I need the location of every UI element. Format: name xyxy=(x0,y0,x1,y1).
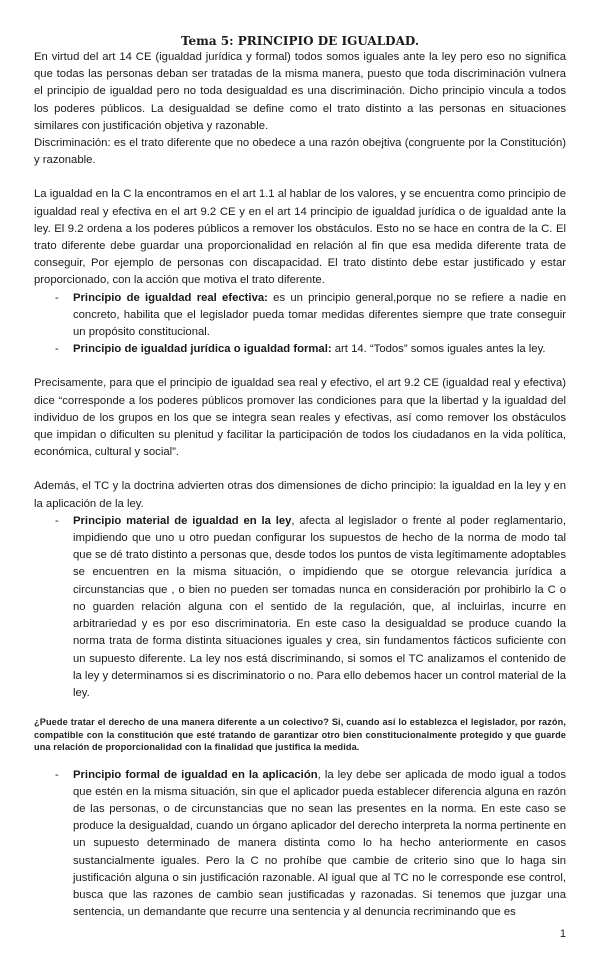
question-paragraph: ¿Puede tratar el derecho de una manera diferente a un colectivo? Si, cuando así lo establezca el legislador, por razón, compatible con la constitución que esté tratando de garantizar otro bien constitucionalmente protegido y que guarde una relación de proporcionalidad con la finalidad que justifica la medida. xyxy=(34,717,566,753)
paragraph-intro: En virtud del art 14 CE (igualdad jurídica y formal) todos somos iguales ante la ley pero eso no significa que todas las personas deban ser tratadas de la misma manera, puesto que toda discriminación vulnera el principio de igualdad pero no toda desigualdad es una discriminación. Dicho principio vincula a todos los poderes públicos. La desigualdad se define como el trato distinto a las personas en situaciones similares con justificación objetiva y razonable. xyxy=(34,51,566,132)
definition: es un principio general,porque no se refiere a nadie en concreto, habilita que el legislador pueda tomar medidas diferentes siempre que trate conseguir un propósito constitucional. xyxy=(73,291,566,339)
bullet-list-1 xyxy=(34,290,566,359)
list-item xyxy=(34,290,566,342)
definition: , afecta al legislador o frente al poder reglamentario, impidiendo que uno u otro puedan configurar los supuestos de hecho de la norma de modo tal que se dé trato distinto a personas que, desde todos los puntos de vista legítimamente adoptables se encuentren en la misma situación, o impidiendo que se otorgue relevancia jurídica a circunstancias que , o bien no pueden ser tomadas nunca en consideración por prohibirlo la C o no guarden relación alguna con el sentido de la regulación, que, al incluirlas, incurre en arbitrariedad y es por eso discriminatoria. En este caso la desigualdad se produce cuando la norma trata de forma distinta situaciones iguales y crea, sin fundamentos fácticos suficiente con un supuesto diferente. La ley nos está discriminando, si somos el TC analizamos el contenido de la ley y determinamos si es discriminatorio o no. Para ello debemos hacer un control material de la ley. xyxy=(73,514,566,699)
definition: art 14. “Todos” somos iguales antes la ley. xyxy=(331,343,546,356)
term: Principio formal de igualdad en la aplicación xyxy=(73,768,318,781)
list-item xyxy=(34,341,566,358)
paragraph-discriminacion: Discriminación: es el trato diferente que no obedece a una razón obejtiva (congruente por la Constitución) y razonable. xyxy=(34,137,566,167)
bullet-list-3 xyxy=(34,767,566,922)
bullet-list-2 xyxy=(34,513,566,702)
paragraph-igualdad-c: La igualdad en la C la encontramos en el art 1.1 al hablar de los valores, y se encuentra como principio de igualdad real y efectiva en el art 9.2 CE y en el art 14 principio de igualdad jurídica o de igualdad ante la ley. El 9.2 ordena a los poderes públicos a remover los obstáculos. Esto no se hace en contra de la C. El trato diferente debe guardar una proporcionalidad en relación al fin que esa medida diferente trata de conseguir, Por ejemplo de personas con discapacidad. El trato distinto debe estar justificado y estar proporcionado, con la acción que motiva el trato diferente. xyxy=(34,188,566,287)
term: Principio de igualdad jurídica o igualdad formal: xyxy=(73,343,332,356)
term: Principio material de igualdad en la ley xyxy=(73,514,292,527)
list-item xyxy=(34,767,566,922)
list-item xyxy=(34,513,566,702)
term: Principio de igualdad real efectiva: xyxy=(73,291,268,304)
page-number: 1 xyxy=(559,928,566,941)
page-title: Tema 5: PRINCIPIO DE IGUALDAD. xyxy=(180,34,420,48)
paragraph-ademas: Además, el TC y la doctrina advierten otras dos dimensiones de dicho principio: la igualdad en la ley y en la aplicación de la ley. xyxy=(34,480,566,510)
paragraph-precisamente: Precisamente, para que el principio de igualdad sea real y efectivo, el art 9.2 CE (igualdad real y efectiva) dice “corresponde a los poderes públicos promover las condiciones para que la libertad y la igualdad del individuo de los grupos en los que se integra sean reales y efectivas, así como remover los obstáculos que impidan o dificulten su plenitud y facilitar la participación de todos los ciudadanos en la vida política, económica, cultural y social”. xyxy=(34,377,566,459)
definition: , la ley debe ser aplicada de modo igual a todos que estén en la misma situación, sin que el aplicador pueda establecer diferencia alguna en razón de las personas, o de circunstancias que no sean las presentes en la norma. En este caso se produce la desigualdad, cuando un órgano aplicador del derecho interpreta la norma pertinente en un supuesto determinado de manera distinta como lo ha hecho anteriormente en casos sustancialmente iguales. Pero la C no prohíbe que cambie de criterio sino que lo haga sin justificación alguna o sin justificación razonable. Al igual que al TC no le corresponde ese control, busca que las razones de cambio sean justificadas y razonadas. Si tenemos que juzgar una sentencia, un demandante que recurre una sentencia y al denuncia recriminando que es xyxy=(73,768,567,919)
document-page xyxy=(34,0,566,961)
